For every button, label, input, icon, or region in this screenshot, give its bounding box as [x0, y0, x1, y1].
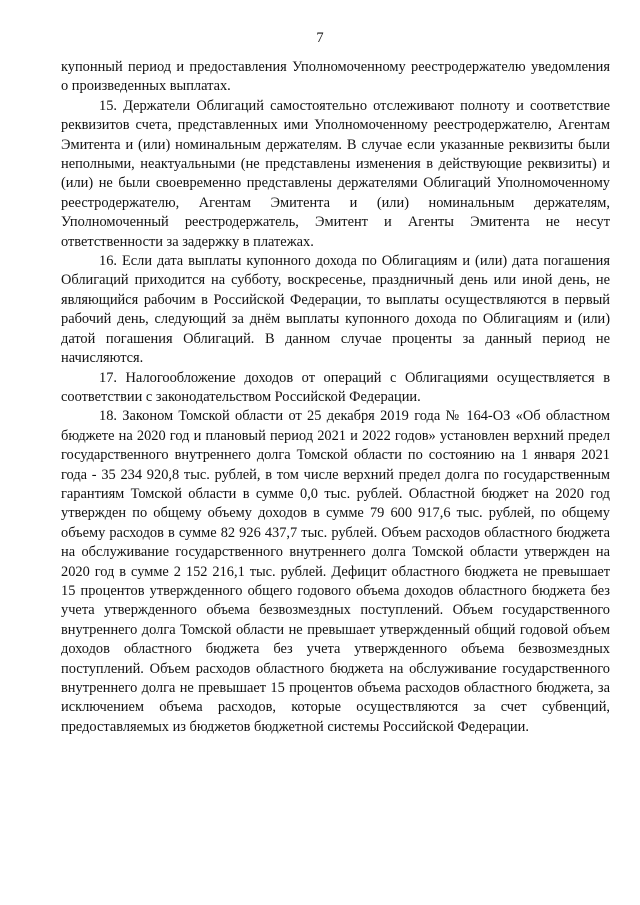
paragraph-15: 15. Держатели Облигаций самостоятельно отслеживают полноту и соответствие реквизитов счета, представленных ими Уполномоченному реестродержателю, Агентам Эмитента и (или) номинальным держателям. В случае если указанные реквизиты были неполными, неактуальными (не представлены изменения в действующие реквизиты) и (или) не были своевременно представлены держателями Облигаций Уполномоченному реестродержателю, Агентам Эмитента и (или) номинальным держателям, Уполномоченный реестродержатель, Эмитент и Агенты Эмитента не несут ответственности за задержку в платежах.: [61, 97, 610, 250]
paragraph-16: 16. Если дата выплаты купонного дохода по Облигациям и (или) дата погашения Облигаций приходится на субботу, воскресенье, праздничный день или иной день, не являющийся рабочим в Российской Федерации, то выплаты осуществляются в первый рабочий день, следующий за днём выплаты купонного дохода по Облигациям и (или) датой погашения Облигаций. В данном случае проценты за данный период не начисляются.: [61, 253, 610, 367]
paragraph-18: 18. Законом Томской области от 25 декабря 2019 года № 164-ОЗ «Об областном бюджете на 2020 год и плановый период 2021 и 2022 годов» установлен верхний предел государственного внутреннего долга Томской области по состоянию на 1 января 2021 года - 35 234 920,8 тыс. рублей, в том числе верхний предел долга по государственным гарантиям Томской области в сумме 0,0 тыс. рублей. Областной бюджет на 2020 год утвержден по общему объему доходов в сумме 79 600 917,6 тыс. рублей, по общему объему расходов в сумме 82 926 437,7 тыс. рублей. Объем расходов областного бюджета на обслуживание государственного внутреннего долга Томской области утвержден на 2020 год в сумме 2 152 216,1 тыс. рублей. Дефицит областного бюджета не превышает 15 процентов утвержденного общего годового объема доходов областного бюджета без учета утвержденного объема безвозмездных поступлений. Объем государственного внутреннего долга Томской области не превышает утвержденный общий годовой объем доходов областного бюджета без учета утвержденного объема безвозмездных поступлений. Объем расходов областного бюджета на обслуживание государственного внутреннего долга не превышает 15 процентов объема расходов областного бюджета, за исключением объема расходов, которые осуществляются за счет субвенций, предоставляемых из бюджетов бюджетной системы Российской Федерации.: [61, 408, 610, 735]
page-number: 7: [316, 30, 324, 46]
paragraph-17: 17. Налогообложение доходов от операций с Облигациями осуществляется в соответствии с законодательством Российской Федерации.: [61, 369, 610, 405]
paragraph-continuation: купонный период и предоставления Уполномоченному реестродержателю уведомления о произведенных выплатах.: [61, 59, 610, 95]
document-body: [61, 58, 610, 737]
